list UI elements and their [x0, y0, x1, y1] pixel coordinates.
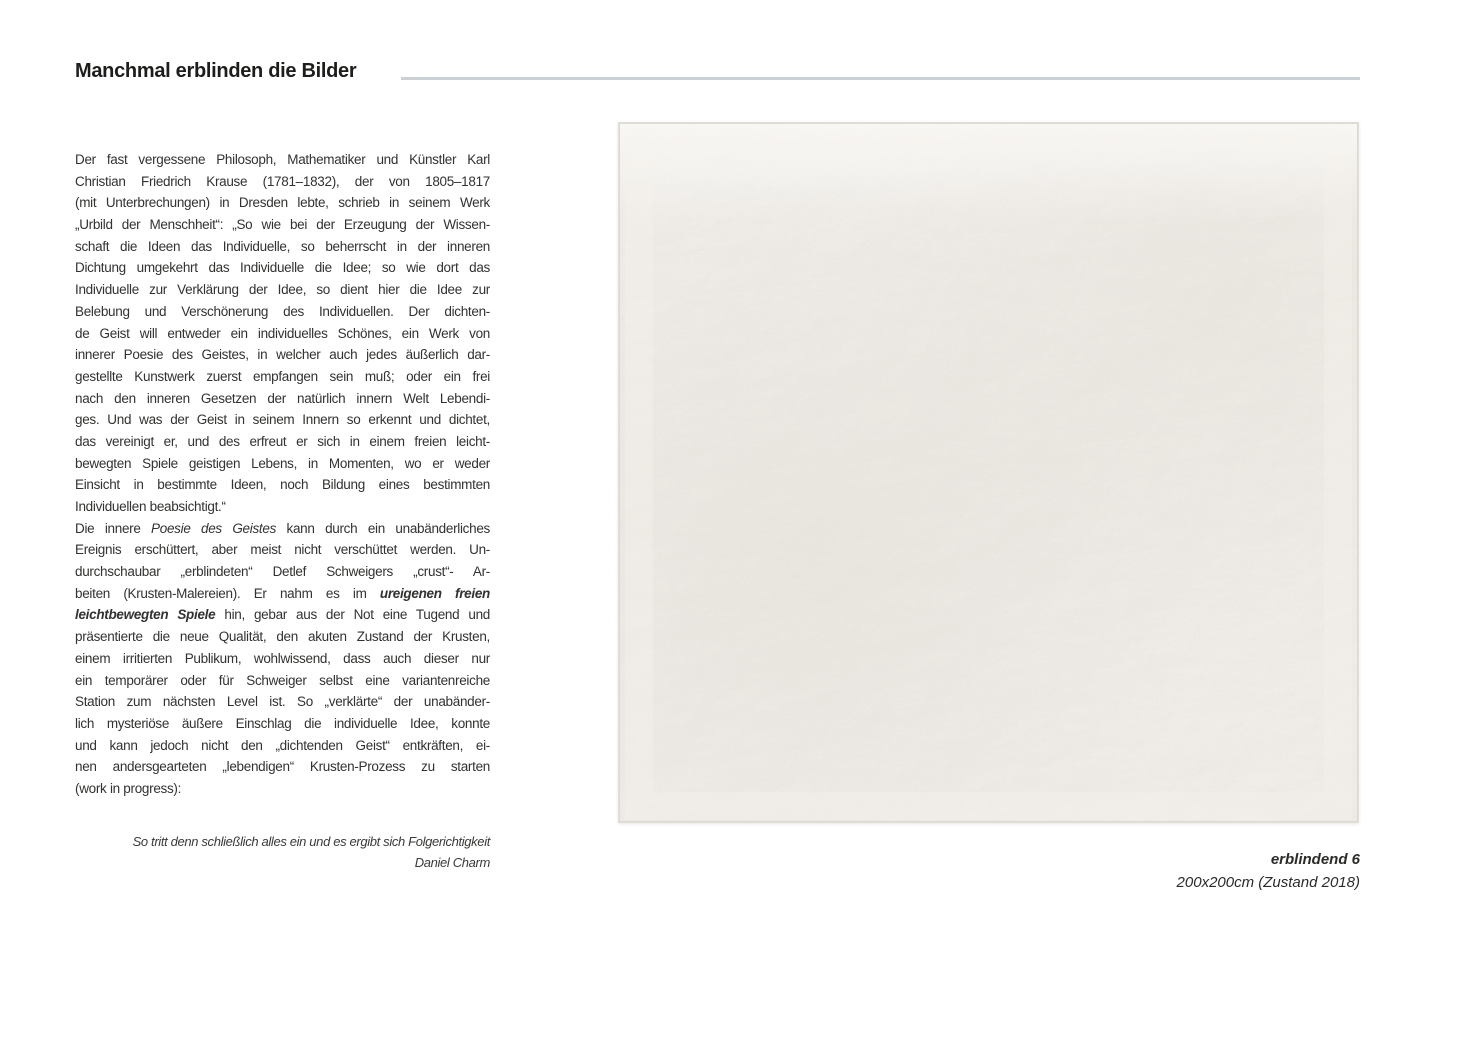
text-line: bewegten Spiele geistigen Lebens, in Momenten, wo er weder [75, 455, 490, 471]
text-line: nen andersgearteten „lebendigen“ Krusten-Prozess zu starten [75, 759, 490, 775]
page-title: Manchmal erblinden die Bilder [75, 60, 357, 82]
text-line: einem irritierten Publikum, wohlwissend, dass auch dieser nur [75, 650, 490, 666]
quote-text: So tritt denn schließlich alles ein und es ergibt sich Folgerichtigkeit [132, 834, 490, 849]
artwork-texture [619, 123, 1358, 822]
artwork-image [618, 122, 1359, 823]
text-line: Ereignis erschüttert, aber meist nicht verschüttet werden. Un- [75, 542, 490, 558]
text-line: Der fast vergessene Philosoph, Mathematiker und Künstler Karl [75, 152, 490, 167]
text-line: Individuelle zur Verklärung der Idee, so dient hier die Idee zur [75, 282, 490, 298]
text-line: Individuellen beabsichtigt.“ [75, 499, 226, 514]
text-line: innerer Poesie des Geistes, in welcher auch jedes äußerlich dar- [75, 347, 490, 363]
text-line: Die innere Poesie des Geistes kann durch ein unabänderliches [75, 520, 490, 536]
text-line: gestellte Kunstwerk zuerst empfangen sein muß; oder ein frei [75, 368, 490, 384]
quote-block [75, 831, 490, 873]
text-line: das vereinigt er, und des erfreut er sich in einem freien leicht- [75, 433, 490, 449]
text-line: Belebung und Verschönerung des Individuellen. Der dichten- [75, 303, 490, 319]
text-line: leichtbewegten Spiele hin, gebar aus der Not eine Tugend und [75, 607, 490, 623]
text-line: nach den inneren Gesetzen der natürlich innern Welt Lebendi- [75, 390, 490, 406]
text-line: Einsicht in bestimmte Ideen, noch Bildung eines bestimmten [75, 477, 490, 493]
text-line: (mit Unterbrechungen) in Dresden lebte, schrieb in seinem Werk [75, 195, 490, 211]
artwork-caption-details: 200x200cm (Zustand 2018) [1176, 874, 1360, 891]
text-line: ges. Und was der Geist in seinem Innern so erkennt und dichtet, [75, 412, 490, 428]
article-text [75, 149, 490, 800]
quote-author: Daniel Charm [414, 855, 490, 870]
text-line: präsentierte die neue Qualität, den akuten Zustand der Krusten, [75, 629, 490, 645]
artwork-caption-title: erblindend 6 [1270, 851, 1360, 868]
artwork-caption [960, 848, 1360, 894]
text-line: de Geist will entweder ein individuelles Schönes, ein Werk von [75, 325, 490, 341]
header-rule [401, 77, 1360, 80]
text-line: Dichtung umgekehrt das Individuelle die Idee; so wie dort das [75, 260, 490, 276]
text-line: schaft die Ideen das Individuelle, so beherrscht in der inneren [75, 238, 490, 254]
text-line: durchschaubar „erblindeten“ Detlef Schweigers „crust“- Ar- [75, 564, 490, 580]
text-line: lich mysteriöse äußere Einschlag die individuelle Idee, konnte [75, 715, 490, 731]
text-line: „Urbild der Menschheit“: „So wie bei der Erzeugung der Wissen- [75, 217, 490, 233]
text-line: ein temporärer oder für Schweiger selbst eine variantenreiche [75, 672, 490, 688]
text-line: beiten (Krusten-Malereien). Er nahm es im ureigenen freien [75, 585, 490, 601]
text-line: und kann jedoch nicht den „dichtenden Geist“ entkräften, ei- [75, 737, 490, 753]
text-line: Station zum nächsten Level ist. So „verklärte“ der unabänder- [75, 694, 490, 710]
text-line: (work in progress): [75, 780, 182, 796]
text-line: Christian Friedrich Krause (1781–1832), der von 1805–1817 [75, 173, 490, 189]
